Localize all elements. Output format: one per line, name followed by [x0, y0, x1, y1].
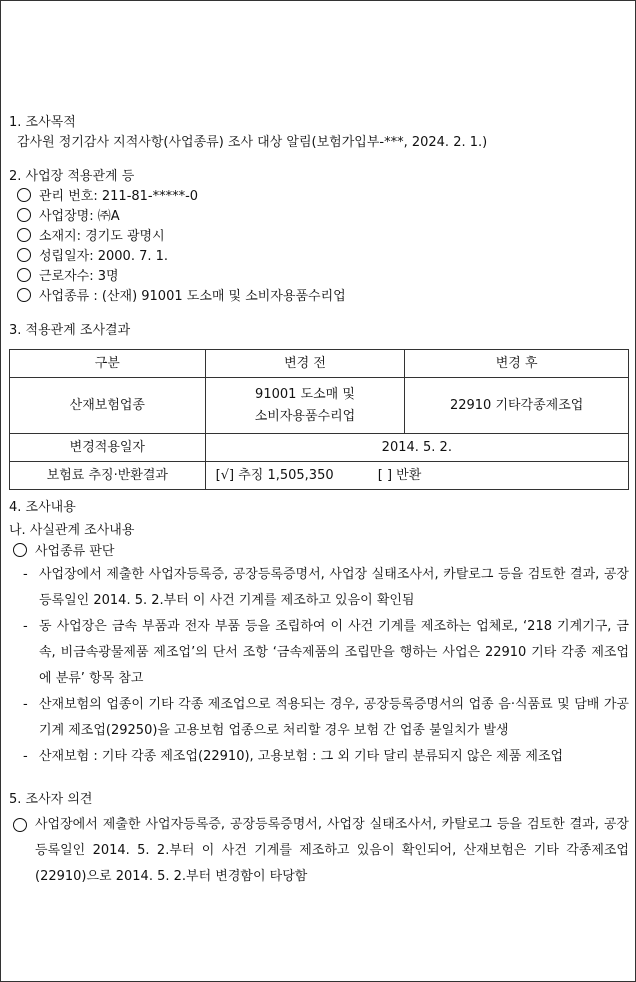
circle-bullet-icon	[17, 288, 31, 302]
list-item: 사업장명: ㈜A	[9, 207, 629, 227]
circle-bullet-icon	[17, 268, 31, 282]
circle-bullet-icon	[17, 248, 31, 262]
section-1-text: 감사원 정기감사 지적사항(사업종류) 조사 대상 알림(보험가입부-***, 2024. 2. 1.)	[17, 135, 488, 150]
section-5-heading: 5. 조사자 의견	[9, 792, 93, 807]
table-row	[10, 378, 629, 434]
table-row	[10, 462, 629, 490]
section-4-heading: 4. 조사내용	[9, 500, 76, 515]
section-2-heading: 2. 사업장 적용관계 등	[9, 169, 135, 184]
table-header-row	[10, 350, 629, 378]
refund-result: [ ] 반환	[377, 467, 422, 483]
section-1-heading: 1. 조사목적	[9, 115, 76, 130]
dash-bullet-icon: -	[23, 697, 28, 712]
dash-bullet-icon: -	[23, 619, 28, 634]
table-cell: 변경적용일자	[10, 434, 206, 462]
list-item: 소재지: 경기도 광명시	[9, 227, 629, 247]
circle-bullet-icon	[17, 188, 31, 202]
table-cell: 산재보험업종	[10, 378, 206, 434]
list-item: - 산재보험의 업종이 기타 각종 제조업으로 적용되는 경우, 공장등록증명서의 업종 음·식품료 및 담배 가공기계 제조업(29250)을 고용보험 업종으로 처리할 경우 보험 간 업종 불일치가 발생	[9, 692, 629, 744]
charge-result: [√] 추징 1,505,350	[215, 467, 334, 483]
circle-bullet-icon	[17, 208, 31, 222]
list-item: - 동 사업장은 금속 부품과 전자 부품 등을 조립하여 이 사건 기계를 제조하는 업체로, ‘218 기계기구, 금속, 비금속광물제품 제조업’의 단서 조항 ‘금속제품의 조립만을 행하는 사업은 22910 기타 각종 제조업에 분류’ 항목 참고	[9, 614, 629, 692]
table-cell: 91001 도소매 및 소비자용품수리업	[205, 378, 405, 434]
table-cell: 2014. 5. 2.	[205, 434, 628, 462]
dash-bullet-icon: -	[23, 749, 28, 764]
table-cell: 보험료 추징·반환결과	[10, 462, 206, 490]
list-item: 관리 번호: 211-81-*****-0	[9, 187, 629, 207]
document-body	[9, 113, 629, 890]
list-item: 사업종류 판단	[9, 542, 629, 562]
list-item: 근로자수: 3명	[9, 267, 629, 287]
list-item: 성립일자: 2000. 7. 1.	[9, 247, 629, 267]
list-item: 사업장에서 제출한 사업자등록증, 공장등록증명서, 사업장 실태조사서, 카탈로그 등을 검토한 결과, 공장 등록일인 2014. 5. 2.부터 이 사건 기계를 제조하고 있음이 확인되어, 산재보험은 기타 각종제조업(22910)으로 2014. 5. 2.부터 변경함이 타당함	[9, 812, 629, 890]
list-item: - 산재보험 : 기타 각종 제조업(22910), 고용보험 : 그 외 기타 달리 분류되지 않은 제품 제조업	[9, 744, 629, 770]
circle-bullet-icon	[17, 228, 31, 242]
header-cell: 변경 후	[405, 350, 629, 378]
circle-bullet-icon	[13, 543, 27, 557]
table-cell: 22910 기타각종제조업	[405, 378, 629, 434]
circle-bullet-icon	[13, 818, 27, 832]
section-3-heading: 3. 적용관계 조사결과	[9, 323, 131, 338]
result-table	[9, 349, 629, 490]
section-4-subheading: 나. 사실관계 조사내용	[9, 523, 135, 538]
header-cell: 변경 전	[205, 350, 405, 378]
table-cell	[205, 462, 628, 490]
header-cell: 구분	[10, 350, 206, 378]
dash-bullet-icon: -	[23, 567, 28, 582]
list-item: - 사업장에서 제출한 사업자등록증, 공장등록증명서, 사업장 실태조사서, 카탈로그 등을 검토한 결과, 공장 등록일인 2014. 5. 2.부터 이 사건 기계를 제조하고 있음이 확인됨	[9, 562, 629, 614]
table-row	[10, 434, 629, 462]
list-item: 사업종류 : (산재) 91001 도소매 및 소비자용품수리업	[9, 287, 629, 307]
